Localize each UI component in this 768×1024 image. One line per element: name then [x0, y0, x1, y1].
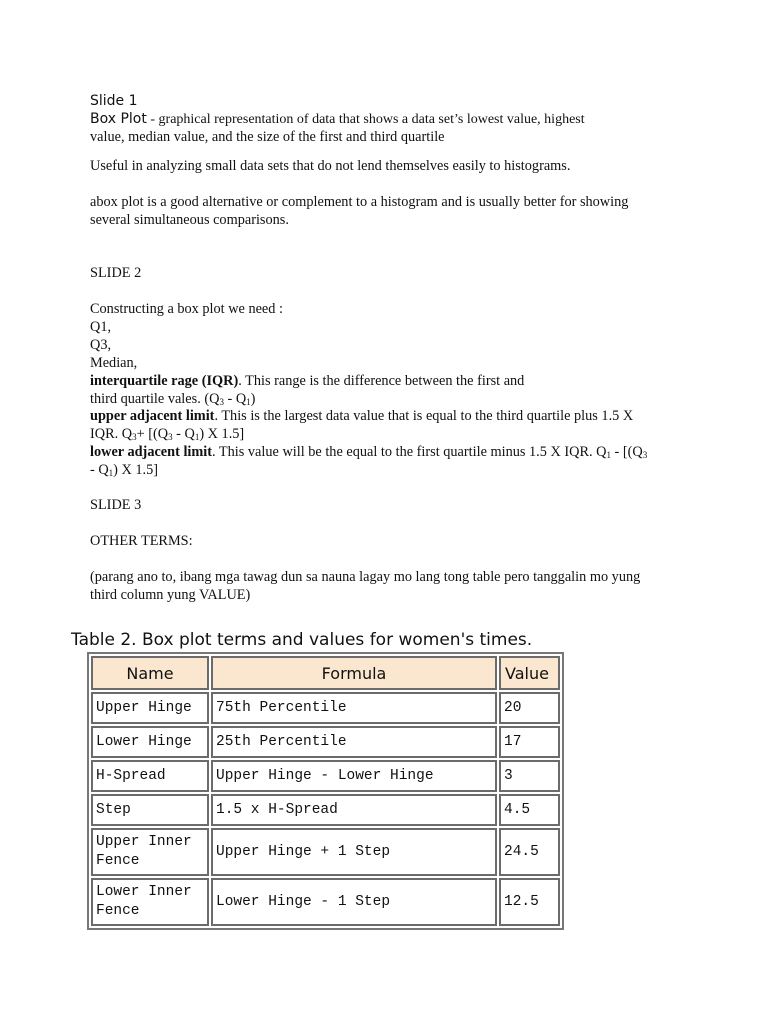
boxplot-definition-line1: [90, 110, 585, 129]
table-row: [91, 794, 560, 826]
ual-formula-text: ) X 1.5]: [199, 426, 245, 442]
ual-formula-text: - Q: [172, 426, 195, 442]
ual-description: . This is the largest data value that is equal to the third quartile plus 1.5 X: [214, 408, 634, 424]
alternative-text-line1: abox plot is a good alternative or complement to a histogram and is usually better for showing: [90, 194, 629, 210]
header-value: Value: [499, 656, 560, 690]
subscript: 3: [642, 450, 648, 460]
subscript: 3: [219, 397, 224, 407]
median-item: Median,: [90, 355, 138, 371]
lal-formula-text: ) X 1.5]: [113, 462, 159, 478]
cell-formula: 25th Percentile: [211, 726, 497, 758]
cell-name-line: Fence: [96, 853, 140, 869]
table-caption: Table 2. Box plot terms and values for women's times.: [71, 630, 533, 650]
lal-description: - [(Q: [610, 444, 643, 460]
slide1-title: Slide 1: [90, 93, 138, 109]
iqr-line2-text: third quartile vales. (Q: [90, 391, 220, 407]
iqr-description: . This range is the difference between the first and: [238, 373, 525, 389]
cell-value: 20: [499, 692, 560, 724]
cell-name: Lower Hinge: [91, 726, 209, 758]
iqr-line2: [90, 390, 255, 408]
table-row: [91, 760, 560, 792]
cell-value: 17: [499, 726, 560, 758]
subscript: 1: [606, 450, 611, 460]
cell-name-line: Fence: [96, 903, 140, 919]
cell-name: [91, 878, 209, 926]
iqr-term: interquartile rage (IQR): [90, 373, 239, 389]
cell-name-line: Upper Inner: [96, 834, 192, 850]
alternative-text-line2: several simultaneous comparisons.: [90, 212, 289, 228]
note-line1: (parang ano to, ibang mga tawag dun sa nauna lagay mo lang tong table pero tanggalin mo yung: [90, 569, 641, 585]
cell-name: H-Spread: [91, 760, 209, 792]
q1-item: Q1,: [90, 319, 112, 335]
ual-line2: [90, 425, 244, 443]
slide2-title: SLIDE 2: [90, 265, 142, 281]
boxplot-definition-text: - graphical representation of data that shows a data set’s lowest value, highest: [146, 112, 585, 127]
note-line2: third column yung VALUE): [90, 587, 251, 603]
lal-line2: [90, 461, 158, 479]
lal-line1: [90, 443, 647, 461]
iqr-line2-text: ): [250, 391, 256, 407]
subscript: 3: [168, 432, 173, 442]
cell-formula: Lower Hinge - 1 Step: [211, 878, 497, 926]
other-terms-heading: OTHER TERMS:: [90, 533, 193, 549]
cell-name: Upper Hinge: [91, 692, 209, 724]
cell-formula: 75th Percentile: [211, 692, 497, 724]
cell-formula: Upper Hinge + 1 Step: [211, 828, 497, 876]
header-formula: Formula: [211, 656, 497, 690]
lal-description: . This value will be the equal to the first quartile minus 1.5 X IQR. Q: [212, 444, 607, 460]
cell-formula: 1.5 x H-Spread: [211, 794, 497, 826]
iqr-line1: [90, 372, 524, 390]
cell-name-line: Lower Inner: [96, 884, 192, 900]
subscript: 1: [194, 432, 200, 442]
ual-line1: [90, 407, 633, 425]
table-row: [91, 828, 560, 876]
cell-name: [91, 828, 209, 876]
subscript: 3: [132, 432, 137, 442]
cell-formula: Upper Hinge - Lower Hinge: [211, 760, 497, 792]
box-plot-terms-table: [87, 652, 564, 930]
q3-item: Q3,: [90, 337, 112, 353]
header-name: Name: [91, 656, 209, 690]
ual-formula-text: + [(Q: [136, 426, 169, 442]
table-header-row: [91, 656, 560, 690]
table-row: [91, 878, 560, 926]
cell-value: 24.5: [499, 828, 560, 876]
subscript: 1: [246, 397, 251, 407]
ual-term: upper adjacent limit: [90, 408, 215, 424]
constructing-intro: Constructing a box plot we need :: [90, 301, 283, 317]
table-row: [91, 726, 560, 758]
cell-value: 4.5: [499, 794, 560, 826]
lal-formula-text: - Q: [90, 462, 109, 478]
cell-name: Step: [91, 794, 209, 826]
boxplot-term: Box Plot: [90, 111, 147, 127]
table-row: [91, 692, 560, 724]
subscript: 1: [108, 468, 114, 478]
cell-value: 12.5: [499, 878, 560, 926]
cell-value: 3: [499, 760, 560, 792]
ual-formula-text: IQR. Q: [90, 426, 133, 442]
boxplot-definition-line2: value, median value, and the size of the first and third quartile: [90, 129, 445, 145]
slide3-title: SLIDE 3: [90, 497, 142, 513]
iqr-line2-text: - Q: [223, 391, 247, 407]
useful-text: Useful in analyzing small data sets that do not lend themselves easily to histograms.: [90, 158, 571, 174]
lal-term: lower adjacent limit: [90, 444, 213, 460]
